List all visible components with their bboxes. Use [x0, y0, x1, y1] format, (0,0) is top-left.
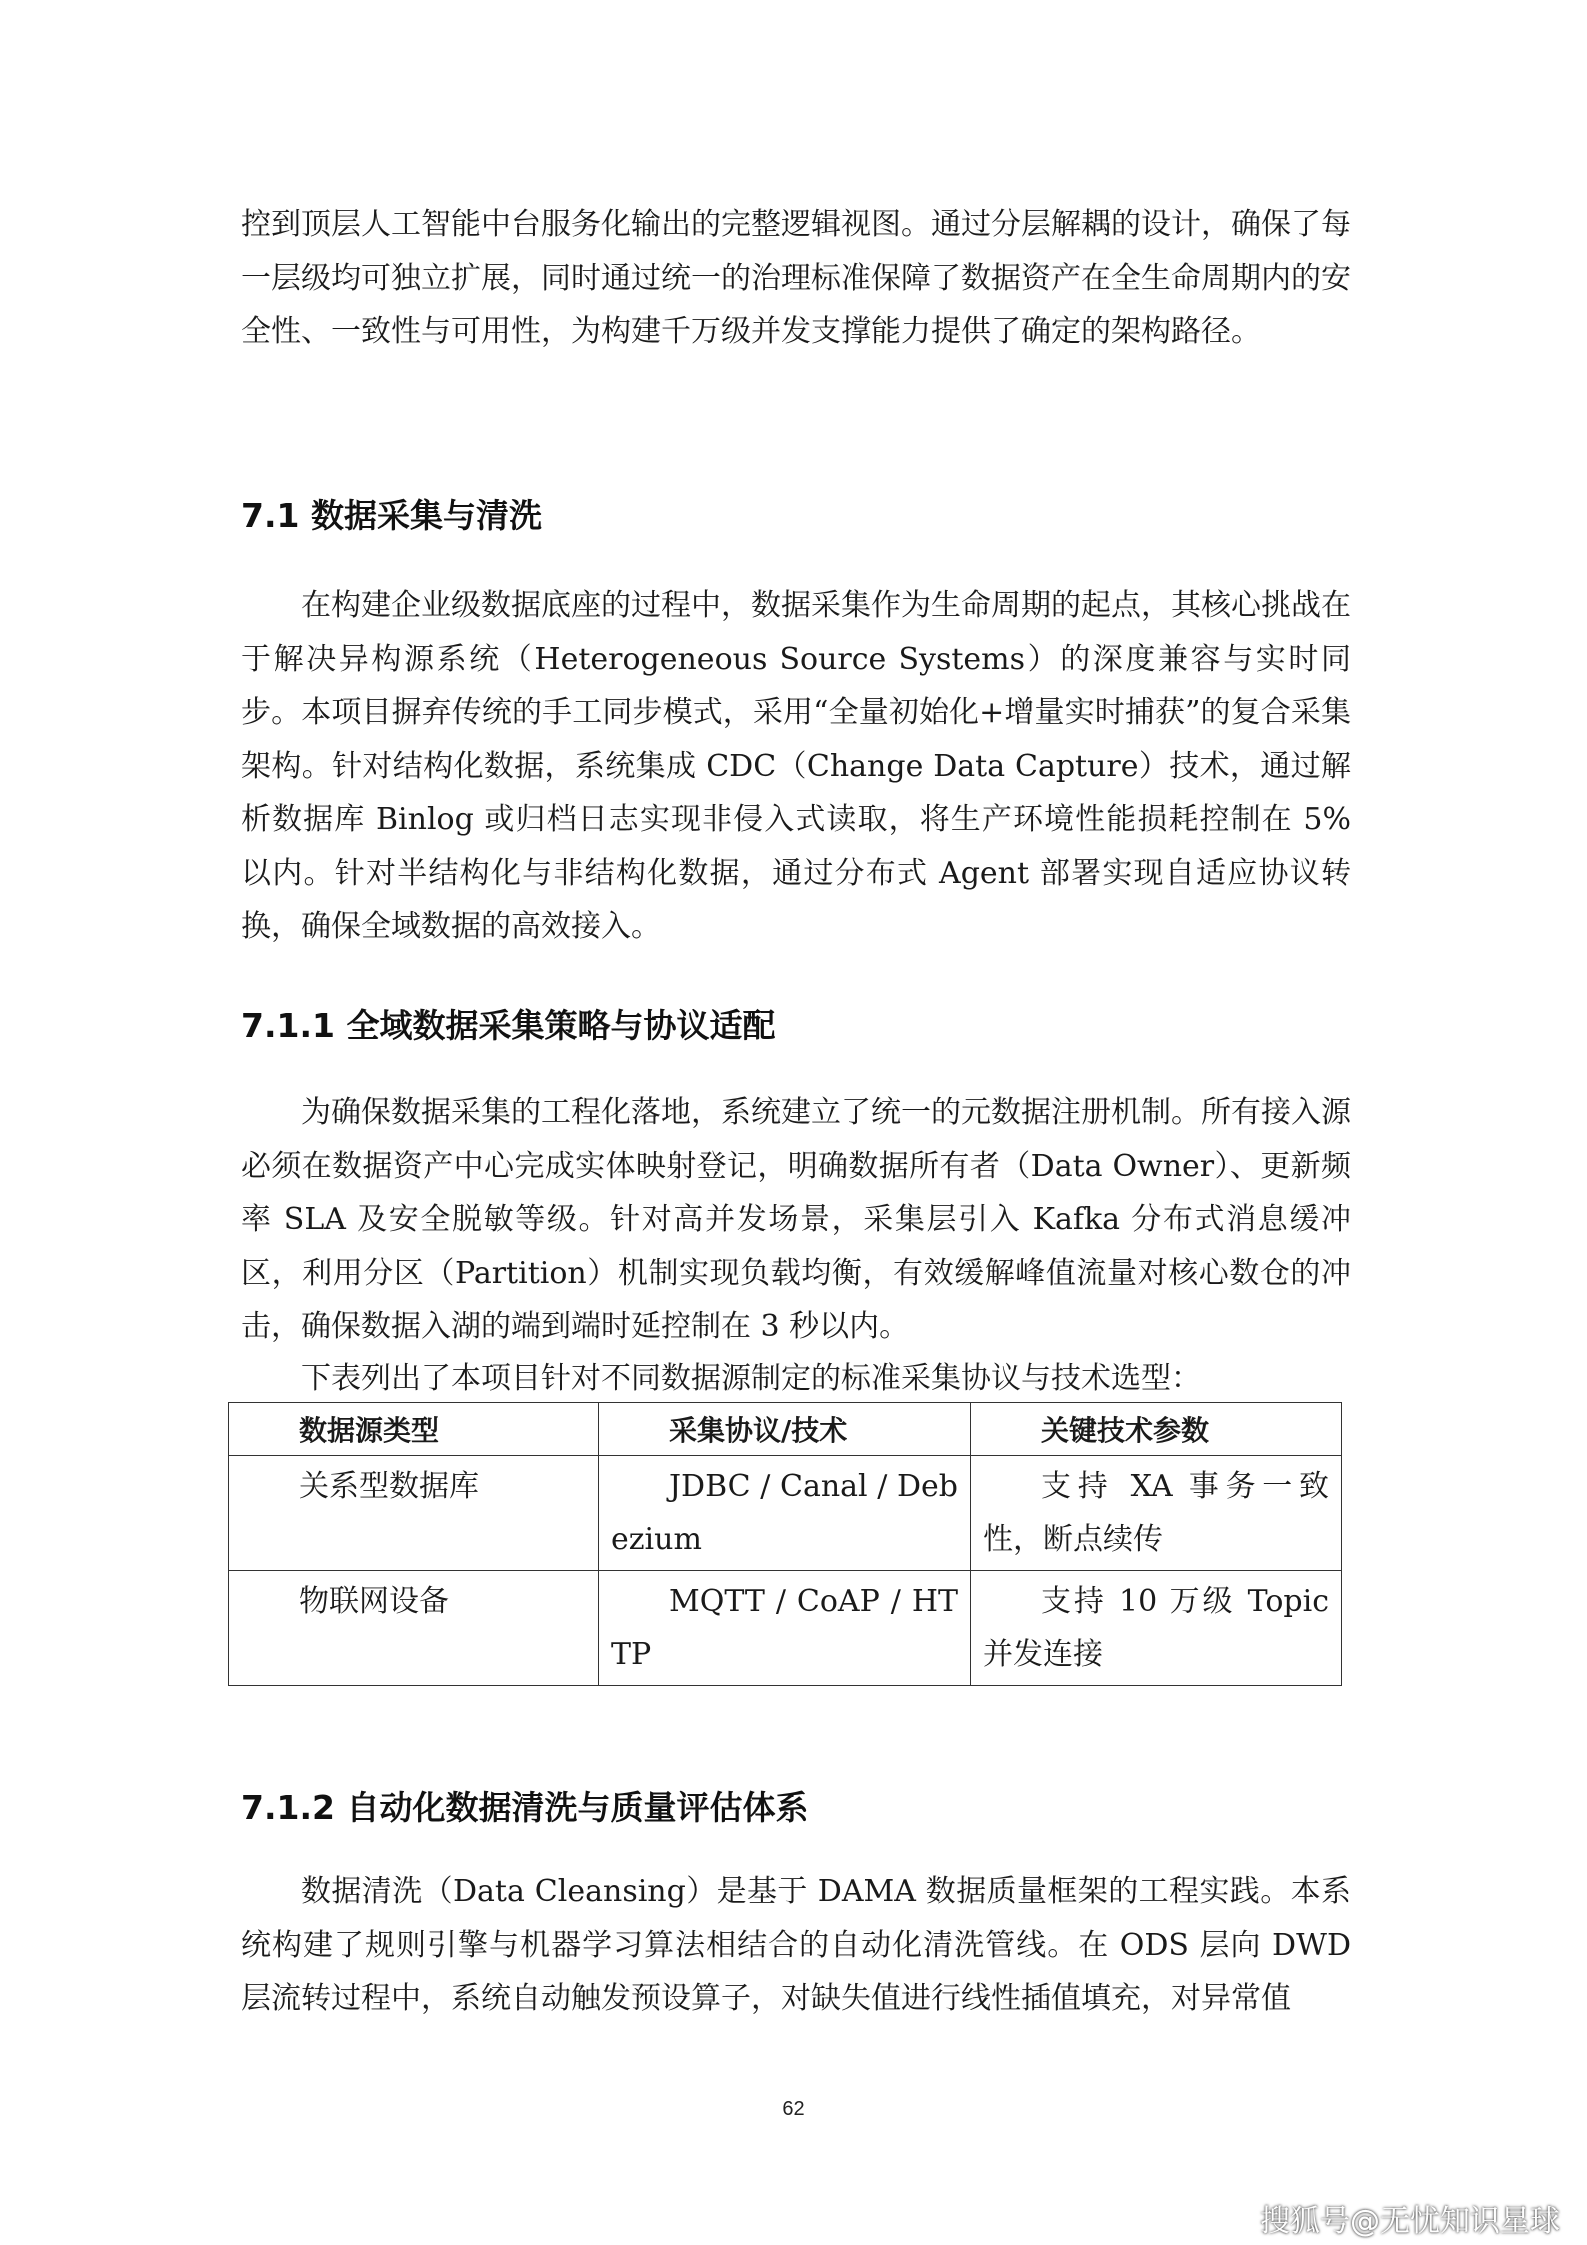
cell-source-type: 物联网设备 [229, 1571, 599, 1686]
table-row [229, 1456, 1342, 1571]
intro-paragraph: 控到顶层人工智能中台服务化输出的完整逻辑视图。通过分层解耦的设计，确保了每一层级均可独立扩展，同时通过统一的治理标准保障了数据资产在全生命周期内的安全性、一致性与可用性，为构建千万级并发支撑能力提供了确定的架构路径。 [241, 207, 1351, 349]
protocol-table [228, 1402, 1342, 1686]
table-intro: 下表列出了本项目针对不同数据源制定的标准采集协议与技术选型： [301, 1361, 1201, 1396]
cell-key-params: 支持 10 万级 Topic 并发连接 [971, 1571, 1342, 1686]
watermark: 搜狐号@无忧知识星球 [1260, 2204, 1560, 2239]
table-header-row [229, 1403, 1342, 1456]
section-7-1-heading: 7.1 数据采集与清洗 [241, 496, 542, 535]
header-key-params: 关键技术参数 [971, 1403, 1342, 1456]
header-source-type: 数据源类型 [229, 1403, 599, 1456]
section-7-1-1-heading: 7.1.1 全域数据采集策略与协议适配 [241, 1006, 776, 1045]
page-number: 62 [782, 2098, 805, 2120]
section-7-1-paragraph: 在构建企业级数据底座的过程中，数据采集作为生命周期的起点，其核心挑战在于解决异构源系统（Heterogeneous Source Systems）的深度兼容与实时同步。本项目摒弃传统的手工同步模式，采用“全量初始化+增量实时捕获”的复合采集架构。针对结构化数据，系统集成 CDC（Change Data Capture）技术，通过解析数据库 Binlog 或归档日志实现非侵入式读取，将生产环境性能损耗控制在 5% 以内。针对半结构化与非结构化数据，通过分布式 Agent 部署实现自适应协议转换，确保全域数据的高效接入。 [241, 588, 1351, 944]
cell-key-params: 支持 XA 事务一致性，断点续传 [971, 1456, 1342, 1571]
section-7-1-2-heading: 7.1.2 自动化数据清洗与质量评估体系 [241, 1788, 809, 1827]
header-protocol: 采集协议/技术 [599, 1403, 971, 1456]
cell-protocol: MQTT / CoAP / HTTP [599, 1571, 971, 1686]
cell-source-type: 关系型数据库 [229, 1456, 599, 1571]
cell-protocol: JDBC / Canal / Debezium [599, 1456, 971, 1571]
section-7-1-1-paragraph: 为确保数据采集的工程化落地，系统建立了统一的元数据注册机制。所有接入源必须在数据资产中心完成实体映射登记，明确数据所有者（Data Owner）、更新频率 SLA 及安全脱敏等级。针对高并发场景，采集层引入 Kafka 分布式消息缓冲区，利用分区（Partition）机制实现负载均衡，有效缓解峰值流量对核心数仓的冲击，确保数据入湖的端到端时延控制在 3 秒以内。 [241, 1095, 1351, 1344]
section-7-1-2-paragraph: 数据清洗（Data Cleansing）是基于 DAMA 数据质量框架的工程实践。本系统构建了规则引擎与机器学习算法相结合的自动化清洗管线。在 ODS 层向 DWD 层流转过程中，系统自动触发预设算子，对缺失值进行线性插值填充，对异常值 [241, 1874, 1351, 2016]
table-row [229, 1571, 1342, 1686]
